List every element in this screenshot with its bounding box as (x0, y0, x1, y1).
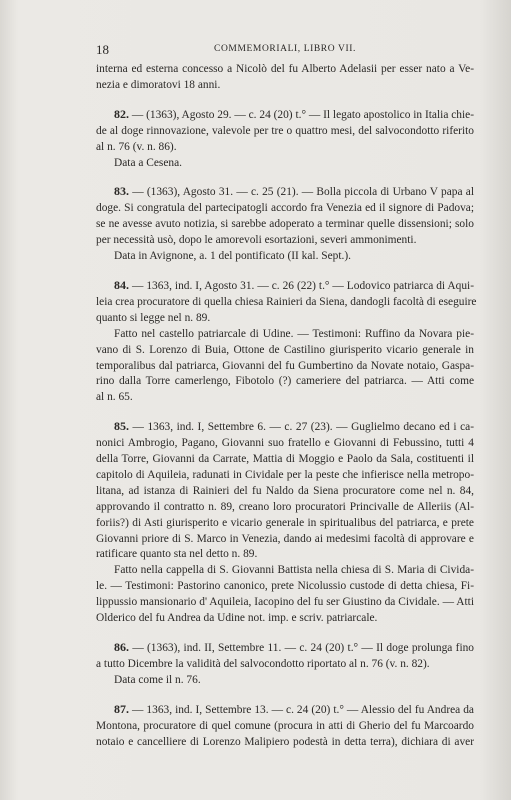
text-line: — 1363, ind. I, Agosto 31. — c. 26 (22) t.° — Lodovico patriarca di Aqui- (129, 279, 474, 292)
text-line: de al doge rinnovazione, valevole per tre o quattro mesi, del salvocondotto riferito (96, 124, 474, 137)
text-line: approvando il contratto n. 89, creano loro procuratori Princivalle de Alleriis (Al- (96, 500, 474, 513)
entry-82 (96, 107, 474, 156)
text-line: quanto si legge nel n. 89. (96, 311, 211, 324)
text-line: — 1363, ind. I, Settembre 6. — c. 27 (23). — Guglielmo decano ed i ca- (129, 421, 474, 434)
text-line: lippussio mansionario d' Aquileia, Iacopino del fu ser Giustino da Cividale. — Atti (96, 596, 474, 609)
text-line: — 1363, ind. I, Settembre 13. — c. 24 (20) t.° — Alessio del fu Andrea da (129, 703, 474, 716)
entry-number: 82. (114, 106, 129, 121)
text-line: temporalibus dal patriarca, Giovanni del fu Gumbertino da Novate notaio, Gaspa- (96, 359, 474, 372)
text-line: nezia e dimoratovi 18 anni. (96, 78, 221, 91)
text-line: ratificare quanto sta nel detto n. 89. (96, 548, 258, 561)
text-line: nonici Ambrogio, Pagano, Giovanni suo fratello e Giovanni di Febussino, tutti 4 (96, 437, 474, 450)
text-line: litana, ad istanza di Rainieri del fu Naldo da Siena procuratore come nel n. 84, (96, 484, 474, 497)
entry-number: 84. (114, 277, 129, 292)
entry-84-note (96, 327, 474, 407)
entry-86 (96, 640, 474, 673)
text-line: Giovanni priore di S. Marco in Venezia, dando ai medesimi facoltà di approvare e (96, 532, 474, 545)
text-line: Olderico del fu Andrea da Udine not. imp. e scriv. patriarcale. (96, 612, 378, 625)
entry-85 (96, 419, 474, 563)
text-line: a tutto Dicembre la validità del salvocondotto riportato al n. 76 (v. n. 82). (96, 657, 430, 670)
text-line: — (1363), Agosto 31. — c. 25 (21). — Bolla piccola di Urbano V papa al (129, 186, 474, 199)
text-line: al n. 65. (96, 391, 133, 404)
paragraph-continuation (96, 62, 474, 94)
text-line: — (1363), Agosto 29. — c. 24 (20) t.° — Il legato apostolico in Italia chie- (129, 108, 474, 121)
entry-87 (96, 702, 474, 751)
entry-85-note (96, 563, 474, 627)
entry-86-note (96, 673, 474, 689)
entry-number: 86. (114, 640, 129, 654)
text-line: Data in Avignone, a. 1 del pontificato (II kal. Sept.). (114, 250, 352, 263)
text-line: Fatto nella cappella di S. Giovanni Battista nella chiesa di S. Maria di Civida- (114, 564, 474, 577)
text-line: se ne avesse avuto notizia, si sarebbe adoperato a terminar quelle dissensioni; solo (96, 218, 474, 231)
text-line: Data come il n. 76. (114, 673, 201, 686)
entry-number: 87. (114, 701, 129, 716)
entry-number: 83. (114, 184, 129, 199)
text-line: rino dalla Torre camerlengo, Fibotolo (?) cameriere del patriarca. — Atti come (96, 375, 474, 388)
text-line: — (1363), ind. II, Settembre 11. — c. 24 (20) t.° — Il doge prolunga fino (129, 642, 474, 654)
text-line: vano di S. Lorenzo di Buia, Ottone de Castilino giurisperito vicario generale in (96, 343, 474, 356)
text-line: leia crea procuratore di quella chiesa Rainieri da Siena, dandogli facoltà di eseguire (96, 295, 477, 308)
text-line: al n. 76 (v. n. 86). (96, 140, 177, 153)
running-title: COMMEMORIALI, LIBRO VII. (214, 44, 356, 54)
entry-84 (96, 277, 477, 327)
text-line: Data a Cesena. (114, 156, 182, 169)
text-line: Fatto nel castello patriarcale di Udine. — Testimoni: Ruffino da Novara pie- (114, 327, 474, 340)
entry-83-note (96, 249, 474, 265)
text-line: interna ed esterna concesso a Nicolò del fu Alberto Adelasii per esser nato a Ve- (96, 63, 474, 75)
text-line: doge. Si congratula del partecipatogli accordo fra Venezia ed il signore di Padova; (96, 202, 474, 215)
text-line: le. — Testimoni: Pastorino canonico, prete Nicolussio custode di detta chiesa, Fi- (96, 580, 474, 593)
entry-82-note (96, 156, 474, 172)
running-head (96, 40, 474, 62)
text-line: notaio e cancelliere di Lorenzo Malipiero podestà in detta terra), dichiara di aver (96, 735, 474, 748)
entry-number: 85. (114, 419, 129, 434)
text-line: Montona, procuratore di quel comune (procura in atti di Gherio del fu Marcoardo (96, 719, 474, 732)
text-line: capitolo di Aquileia, radunati in Cividale per la peste che infierisce nella metropo- (96, 468, 474, 481)
text-line: foriis?) di Asti giurisperito e vicario generale in spiritualibus del patriarca, e prete (96, 516, 474, 529)
entry-83 (96, 184, 474, 249)
body-text (96, 62, 477, 750)
page-content (96, 40, 477, 750)
text-line: della Torre, Giovanni da Carrate, Mattia di Moggio e Paolo da Sala, costituenti il (96, 453, 474, 466)
text-line: per necessità usò, dopo le amorevoli esortazioni, severi ammonimenti. (96, 234, 417, 247)
page-number: 18 (96, 42, 109, 57)
